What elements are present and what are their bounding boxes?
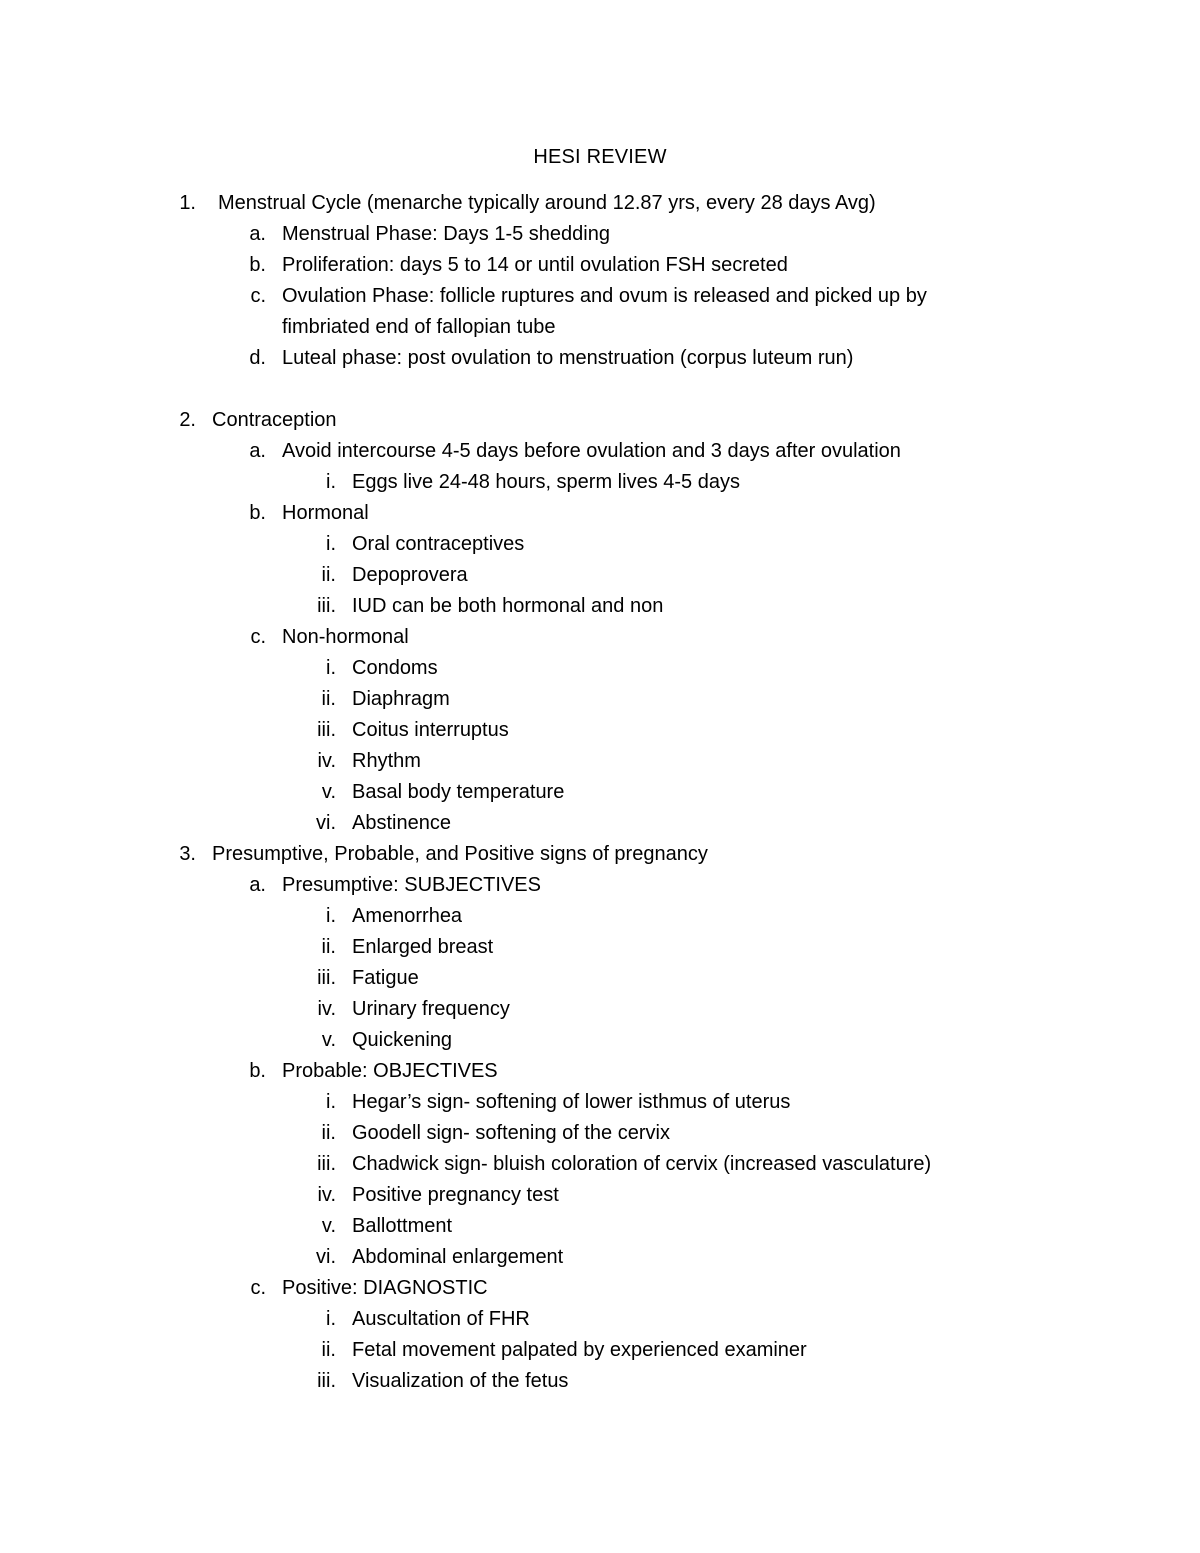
- outline-item-level-2: [0, 901, 1200, 932]
- outline-item-level-2: [0, 932, 1200, 963]
- outline-item-level-1: [0, 343, 1200, 374]
- outline-item-level-2: [0, 653, 1200, 684]
- list-item-text: Ovulation Phase: follicle ruptures and ovum is released and picked up by: [282, 285, 927, 307]
- outline-item-level-1: [0, 250, 1200, 281]
- list-item-text: Depoprovera: [352, 564, 468, 586]
- list-marker: 2.: [179, 409, 196, 431]
- list-marker: a.: [249, 874, 266, 896]
- outline-item-level-2: [0, 808, 1200, 839]
- outline-item-level-2: [0, 994, 1200, 1025]
- list-marker: ii.: [321, 1122, 336, 1144]
- list-marker: i.: [326, 533, 336, 555]
- list-marker: vi.: [316, 1246, 336, 1268]
- list-marker: i.: [326, 1308, 336, 1330]
- outline-item-level-2: [0, 1025, 1200, 1056]
- list-item-text: Auscultation of FHR: [352, 1308, 530, 1330]
- outline-item-level-1: [0, 312, 1200, 343]
- outline-item-level-1: [0, 870, 1200, 901]
- list-marker: v.: [321, 781, 336, 803]
- outline-item-level-1: [0, 1056, 1200, 1087]
- list-item-text: Goodell sign- softening of the cervix: [352, 1122, 670, 1144]
- list-marker: ii.: [321, 564, 336, 586]
- outline-item-level-1: [0, 622, 1200, 653]
- list-item-text: Non-hormonal: [282, 626, 409, 648]
- list-item-text: Abdominal enlargement: [352, 1246, 564, 1268]
- outline-item-level-2: [0, 1335, 1200, 1366]
- list-marker: iv.: [317, 1184, 336, 1206]
- list-item-text: Ballottment: [352, 1215, 453, 1237]
- list-marker: d.: [249, 347, 266, 369]
- list-item-text: Fetal movement palpated by experienced examiner: [352, 1339, 807, 1361]
- outline-item-level-0: [0, 188, 1200, 219]
- list-item-text: Oral contraceptives: [352, 533, 525, 555]
- list-item-text: Menstrual Cycle (menarche typically around 12.87 yrs, every 28 days Avg): [218, 192, 876, 214]
- outline-item-level-2: [0, 684, 1200, 715]
- outline-item-level-1: [0, 281, 1200, 312]
- list-item-text: Proliferation: days 5 to 14 or until ovulation FSH secreted: [282, 254, 788, 276]
- list-item-text: Abstinence: [352, 812, 451, 834]
- list-marker: iv.: [317, 750, 336, 772]
- list-item-text: Presumptive: SUBJECTIVES: [282, 874, 541, 896]
- list-marker: c.: [250, 1277, 266, 1299]
- outline-item-level-2: [0, 1180, 1200, 1211]
- document-title: HESI REVIEW: [533, 146, 667, 168]
- list-item-text: Positive: DIAGNOSTIC: [282, 1277, 488, 1299]
- outline-item-level-2: [0, 1211, 1200, 1242]
- list-marker: v.: [321, 1215, 336, 1237]
- list-item-text: Condoms: [352, 657, 438, 679]
- list-item-text: Diaphragm: [352, 688, 450, 710]
- outline-item-level-1: [0, 436, 1200, 467]
- list-item-text: Probable: OBJECTIVES: [282, 1060, 498, 1082]
- outline-item-level-2: [0, 963, 1200, 994]
- outline-item-level-2: [0, 467, 1200, 498]
- list-marker: b.: [249, 1060, 266, 1082]
- list-item-text: IUD can be both hormonal and non: [352, 595, 664, 617]
- list-item-text: Eggs live 24-48 hours, sperm lives 4-5 days: [352, 471, 740, 493]
- list-item-text: Coitus interruptus: [352, 719, 509, 741]
- list-item-text: Luteal phase: post ovulation to menstruation (corpus luteum run): [282, 347, 854, 369]
- list-marker: i.: [326, 471, 336, 493]
- list-item-text: Contraception: [212, 409, 337, 431]
- outline-item-level-0: [0, 839, 1200, 870]
- outline-item-level-1: [0, 219, 1200, 250]
- outline-item-level-2: [0, 777, 1200, 808]
- outline-item-level-2: [0, 529, 1200, 560]
- list-marker: c.: [250, 285, 266, 307]
- list-item-text: Fatigue: [352, 967, 419, 989]
- list-item-text: Enlarged breast: [352, 936, 494, 958]
- list-marker: i.: [326, 657, 336, 679]
- list-marker: vi.: [316, 812, 336, 834]
- outline-item-level-2: [0, 715, 1200, 746]
- list-marker: iv.: [317, 998, 336, 1020]
- list-item-text: Hormonal: [282, 502, 369, 524]
- list-marker: ii.: [321, 1339, 336, 1361]
- list-marker: b.: [249, 502, 266, 524]
- list-marker: i.: [326, 1091, 336, 1113]
- list-marker: iii.: [317, 719, 336, 741]
- outline-item-level-2: [0, 746, 1200, 777]
- list-marker: 3.: [179, 843, 196, 865]
- outline-item-level-2: [0, 1087, 1200, 1118]
- list-marker: a.: [249, 223, 266, 245]
- list-item-text: Rhythm: [352, 750, 421, 772]
- outline-item-level-0: [0, 405, 1200, 436]
- list-item-text: Avoid intercourse 4-5 days before ovulation and 3 days after ovulation: [282, 440, 901, 462]
- outline-item-level-2: [0, 560, 1200, 591]
- list-item-text: Visualization of the fetus: [352, 1370, 569, 1392]
- outline-item-level-2: [0, 1242, 1200, 1273]
- list-item-text: Positive pregnancy test: [352, 1184, 559, 1206]
- list-item-text: Basal body temperature: [352, 781, 565, 803]
- list-marker: i.: [326, 905, 336, 927]
- list-marker: ii.: [321, 936, 336, 958]
- list-item-text: Menstrual Phase: Days 1-5 shedding: [282, 223, 610, 245]
- outline-item-level-2: [0, 591, 1200, 622]
- list-marker: iii.: [317, 1153, 336, 1175]
- list-item-text: Quickening: [352, 1029, 453, 1051]
- outline-item-level-2: [0, 1118, 1200, 1149]
- list-marker: c.: [250, 626, 266, 648]
- list-marker: ii.: [321, 688, 336, 710]
- list-marker: a.: [249, 440, 266, 462]
- list-item-text: Hegar’s sign- softening of lower isthmus of uterus: [352, 1091, 791, 1113]
- list-marker: iii.: [317, 1370, 336, 1392]
- list-item-text: Presumptive, Probable, and Positive signs of pregnancy: [212, 843, 708, 865]
- list-item-text: Urinary frequency: [352, 998, 510, 1020]
- outline-item-level-2: [0, 1366, 1200, 1397]
- list-item-text: Amenorrhea: [352, 905, 463, 927]
- list-marker: v.: [321, 1029, 336, 1051]
- outline-item-level-2: [0, 1304, 1200, 1335]
- list-item-text: fimbriated end of fallopian tube: [282, 316, 556, 338]
- list-marker: 1.: [179, 192, 196, 214]
- list-item-text: Chadwick sign- bluish coloration of cervix (increased vasculature): [352, 1153, 932, 1175]
- list-marker: iii.: [317, 967, 336, 989]
- outline-item-level-1: [0, 498, 1200, 529]
- outline-item-level-1: [0, 1273, 1200, 1304]
- list-marker: b.: [249, 254, 266, 276]
- outline-item-level-2: [0, 1149, 1200, 1180]
- list-marker: iii.: [317, 595, 336, 617]
